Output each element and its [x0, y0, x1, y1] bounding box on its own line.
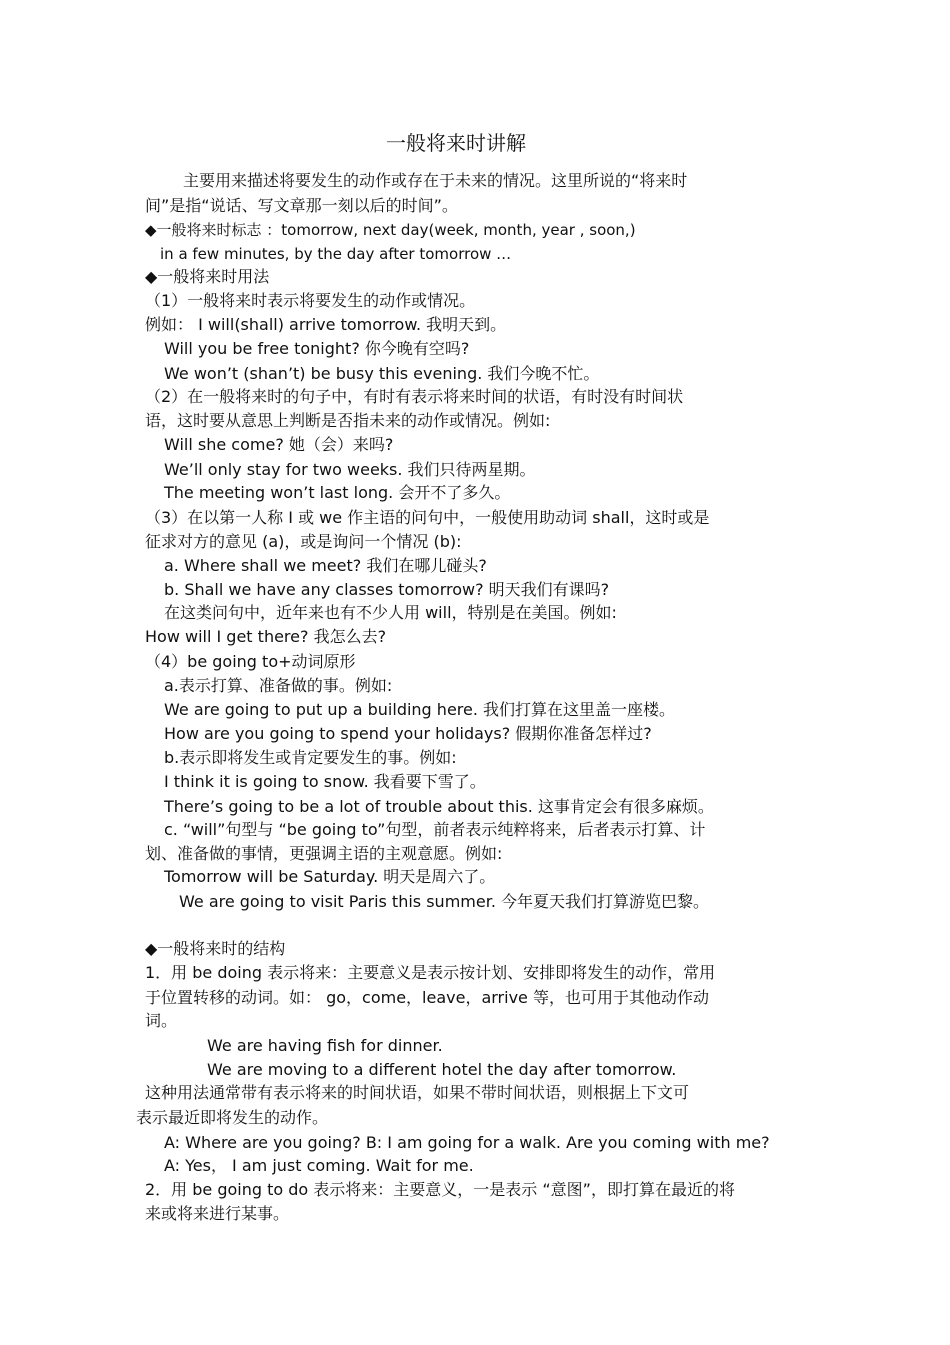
example-line: The meeting won’t last long. 会开不了多久。 — [164, 483, 511, 502]
paragraph-line: 间”是指“说话、写文章那一刻以后的时间”。 — [145, 196, 458, 215]
paragraph-line: （3）在以第一人称 I 或 we 作主语的问句中，一般使用助动词 shall，这时或是 — [145, 508, 710, 527]
example-line: We are moving to a different hotel the day after tomorrow. — [207, 1060, 677, 1079]
paragraph-line: 征求对方的意见 (a)，或是询问一个情况 (b): — [145, 532, 462, 551]
document-title: 一般将来时讲解 — [386, 131, 526, 155]
paragraph-line: in a few minutes, by the day after tomorrow … — [160, 245, 512, 263]
paragraph-line: 语，这时要从意思上判断是否指未来的动作或情况。例如: — [145, 411, 551, 430]
example-line: a. Where shall we meet? 我们在哪儿碰头? — [164, 556, 487, 575]
section-heading: ◆一般将来时的结构 — [145, 939, 286, 958]
example-line: A: Yes， I am just coming. Wait for me. — [164, 1156, 474, 1175]
paragraph-line: （1）一般将来时表示将要发生的动作或情况。 — [145, 291, 476, 310]
example-line: Will she come? 她（会）来吗? — [164, 435, 394, 454]
section-heading: ◆一般将来时标志 ：tomorrow, next day(week, month, year , soon,) — [145, 221, 636, 239]
paragraph-line: 主要用来描述将要发生的动作或存在于未来的情况。这里所说的“将来时 — [183, 171, 688, 190]
example-line: We won’t (shan’t) be busy this evening. 我们今晚不忙。 — [164, 364, 600, 383]
paragraph-line: 在这类问句中，近年来也有不少人用 will，特别是在美国。例如: — [164, 603, 617, 622]
example-line: 例如： I will(shall) arrive tomorrow. 我明天到。 — [145, 315, 507, 334]
example-line: Will you be free tonight? 你今晚有空吗? — [164, 339, 470, 358]
example-line: How are you going to spend your holidays? 假期你准备怎样过? — [164, 724, 652, 743]
example-line: I think it is going to snow. 我看要下雪了。 — [164, 772, 486, 791]
example-line: A: Where are you going? B: I am going for a walk. Are you coming with me? — [164, 1133, 770, 1152]
paragraph-line: 1．用 be doing 表示将来：主要意义是表示按计划、安排即将发生的动作，常用 — [145, 963, 716, 982]
section-heading: ◆一般将来时用法 — [145, 267, 270, 286]
paragraph-line: （2）在一般将来时的句子中，有时有表示将来时间的状语，有时没有时间状 — [145, 387, 684, 406]
paragraph-line: 表示最近即将发生的动作。 — [136, 1108, 329, 1127]
example-line: We are going to visit Paris this summer. 今年夏天我们打算游览巴黎。 — [179, 892, 709, 911]
example-line: We are going to put up a building here. 我们打算在这里盖一座楼。 — [164, 700, 676, 719]
paragraph-line: 来或将来进行某事。 — [145, 1204, 290, 1223]
paragraph-line: 这种用法通常带有表示将来的时间状语，如果不带时间状语，则根据上下文可 — [145, 1083, 690, 1102]
paragraph-line: 词。 — [145, 1011, 178, 1030]
paragraph-line: 2．用 be going to do 表示将来：主要意义，一是表示 “意图”，即打算在最近的将 — [145, 1180, 735, 1199]
example-line: b. Shall we have any classes tomorrow? 明天我们有课吗? — [164, 580, 610, 599]
example-line: We’ll only stay for two weeks. 我们只待两星期。 — [164, 460, 536, 479]
paragraph-line: c. “will”句型与 “be going to”句型，前者表示纯粹将来，后者表示打算、计 — [164, 820, 706, 839]
paragraph-line: a.表示打算、准备做的事。例如: — [164, 676, 393, 695]
example-line: There’s going to be a lot of trouble about this. 这事肯定会有很多麻烦。 — [164, 797, 714, 816]
paragraph-line: 划、准备做的事情，更强调主语的主观意愿。例如: — [145, 844, 503, 863]
paragraph-line: 于位置转移的动词。如： go，come，leave，arrive 等，也可用于其他动作动 — [145, 988, 709, 1007]
example-line: Tomorrow will be Saturday. 明天是周六了。 — [164, 867, 496, 886]
example-line: We are having fish for dinner. — [207, 1036, 443, 1055]
paragraph-line: b.表示即将发生或肯定要发生的事。例如: — [164, 748, 457, 767]
paragraph-line: （4）be going to+动词原形 — [145, 652, 356, 671]
example-line: How will I get there? 我怎么去? — [145, 627, 387, 646]
